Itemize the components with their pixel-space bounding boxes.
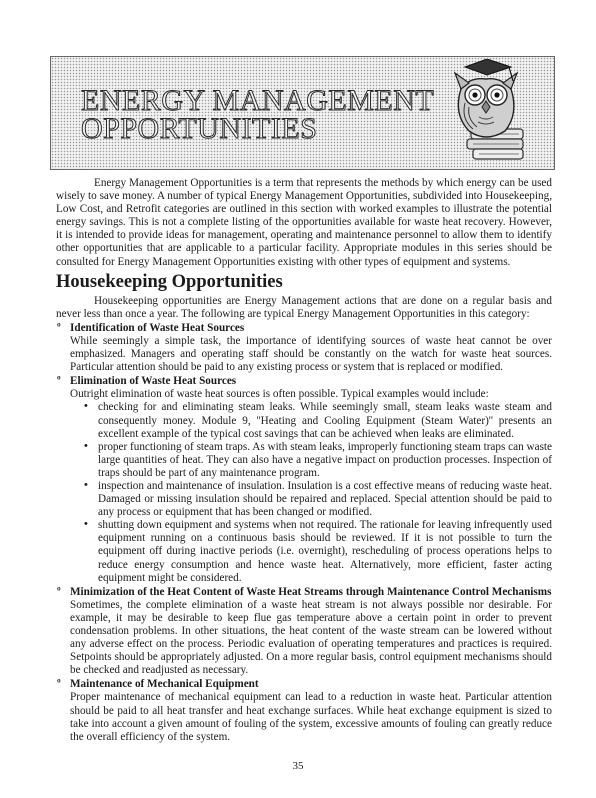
list-item bbox=[56, 678, 552, 743]
section-heading: Housekeeping Opportunities bbox=[56, 271, 283, 292]
banner-title-line-1: ENERGY MANAGEMENT bbox=[81, 84, 435, 117]
banner-title-line-2: OPPORTUNITIES bbox=[81, 112, 318, 145]
bullet-icon: º bbox=[57, 321, 61, 334]
item-body: Outright elimination of waste heat sources is often possible. Typical examples would include: bbox=[70, 388, 489, 401]
owl-illustration bbox=[431, 59, 541, 167]
sub-bullet-icon: • bbox=[84, 518, 88, 531]
bullet-icon: º bbox=[57, 678, 61, 691]
item-title: º Elimination of Waste Heat Sources bbox=[57, 375, 237, 388]
sub-list-item: • shutting down equipment and systems when not required. The rationale for leaving infrequently used equipment running on a continuous basis should be reviewed. If it is not possible to turn the equipment off during inactive periods (i.e. overnight), rescheduling of process operations helps to reduce energy consumption and hence waste heat. Alternatively, more efficient, faster acting equipment might be considered. bbox=[84, 518, 552, 584]
item-body: Sometimes, the complete elimination of a waste heat stream is not always possible nor desirable. For example, it may be desirable to keep flue gas temperature above a certain point in order to prevent condensation problems. In other situations, the heat content of the waste stream can be lowered without any adverse effect on the process. Periodic evaluation of operating temperatures and practices is required. Setpoints should be appropriately adjusted. On a more regular basis, control equipment mechanisms should be checked and readjusted as necessary. bbox=[70, 598, 552, 677]
bullet-icon: º bbox=[57, 375, 61, 388]
sub-list-item: • inspection and maintenance of insulation. Insulation is a cost effective means of reducing waste heat. Damaged or missing insulation should be repaired and replaced. Special attention should be paid to any process or equipment that has been changed or modified. bbox=[84, 478, 552, 519]
page-body bbox=[56, 177, 552, 744]
banner-title bbox=[81, 84, 435, 145]
list-item bbox=[56, 586, 552, 678]
list-item bbox=[56, 322, 552, 374]
sub-list-item: • proper functioning of steam traps. As with steam leaks, improperly functioning steam traps can waste large quantities of heat. They can also have a negative impact on production processes. Inspection of traps should be part of any maintenance program. bbox=[84, 439, 552, 479]
item-title: º Identification of Waste Heat Sources bbox=[57, 321, 245, 334]
item-title: º Maintenance of Mechanical Equipment bbox=[57, 678, 259, 691]
item-body: Proper maintenance of mechanical equipment can lead to a reduction in waste heat. Particular attention should be paid to all heat transfer and heat exchange surfaces. While heat exchange equipment is sized to take into account a given amount of fouling of the system, excessive amounts of fouling can greatly reduce the overall efficiency of the system. bbox=[70, 691, 552, 743]
list-item bbox=[56, 375, 552, 585]
item-title: º Minimization of the Heat Content of Waste Heat Streams through Maintenance Control Mechanisms bbox=[57, 585, 552, 598]
header-banner bbox=[50, 56, 555, 170]
sub-bullet-icon: • bbox=[84, 478, 88, 491]
bullet-icon: º bbox=[57, 585, 61, 598]
intro-paragraph: Energy Management Opportunities is a term that represents the methods by which energy can be used wisely to save money. A number of typical Energy Management Opportunities, subdivided into Housekeeping, Low Cost, and Retrofit categories are outlined in this section with worked examples to illustrate the potential energy savings. This is not a complete listing of the opportunities available for waste heat recovery. However, it is intended to provide ideas for management, operating and maintenance personnel to allow them to identify other opportunities that are applicable to a particular facility. Appropriate modules in this series should be consulted for Energy Management Opportunities existing with other types of equipment and systems. bbox=[56, 177, 552, 268]
sub-list-item: • checking for and eliminating steam leaks. While seemingly small, steam leaks waste steam and consequently money. Module 9, ''Heating and Cooling Equipment (Steam Water)'' presents an excellent example of the typical cost savings that can be achieved when leaks are eliminated. bbox=[84, 400, 552, 440]
item-body: While seemingly a simple task, the importance of identifying sources of waste heat cannot be over emphasized. Managers and operating staff should be constantly on the watch for waste heat sources. Particular attention should be paid to any existing process or system that is replaced or modified. bbox=[70, 334, 552, 374]
owl-icon bbox=[431, 59, 541, 167]
page-number: 35 bbox=[292, 760, 304, 772]
sub-bullet-icon: • bbox=[84, 400, 88, 413]
section-lead: Housekeeping opportunities are Energy Management actions that are done on a regular basis and never less than once a year. The following are typical Energy Management Opportunities in this category: bbox=[56, 294, 552, 320]
sub-bullet-icon: • bbox=[84, 439, 88, 452]
